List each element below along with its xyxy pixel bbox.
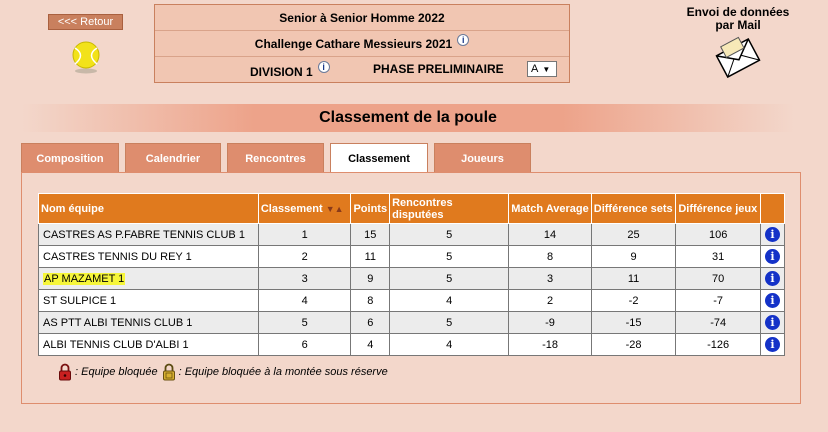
points-cell: 6	[351, 312, 390, 334]
points-cell: 8	[351, 290, 390, 312]
avg-cell: 14	[509, 224, 591, 246]
competition-name	[155, 31, 569, 57]
sets-cell: -2	[591, 290, 676, 312]
col-header-sets: Différence sets	[591, 194, 676, 224]
table-row	[39, 312, 785, 334]
avg-cell: -9	[509, 312, 591, 334]
avg-cell: 8	[509, 246, 591, 268]
division-label: DIVISION 1 i	[250, 65, 330, 79]
rank-cell: 4	[258, 290, 351, 312]
team-name: CASTRES AS P.FABRE TENNIS CLUB 1	[39, 224, 259, 246]
gold-lock-icon	[162, 363, 176, 381]
division-phase-row	[155, 57, 569, 83]
highlighted-team: AP MAZAMET 1	[44, 272, 125, 285]
games-cell: -7	[676, 290, 761, 312]
team-name: ST SULPICE 1	[39, 290, 259, 312]
rank-cell: 5	[258, 312, 351, 334]
team-name: AS PTT ALBI TENNIS CLUB 1	[39, 312, 259, 334]
table-row	[39, 268, 785, 290]
avg-cell: 2	[509, 290, 591, 312]
info-cell	[760, 224, 784, 246]
games-cell: 106	[676, 224, 761, 246]
team-name	[39, 268, 259, 290]
info-icon[interactable]: i	[765, 227, 780, 242]
team-name: ALBI TENNIS CLUB D'ALBI 1	[39, 334, 259, 356]
classement-panel	[21, 172, 801, 404]
played-cell: 5	[390, 224, 509, 246]
phase-label: PHASE PRELIMINAIRE	[373, 62, 504, 76]
competition-name-text: Challenge Cathare Messieurs 2021	[254, 36, 453, 51]
tab-rencontres[interactable]: Rencontres	[227, 143, 324, 173]
category-text: Senior à Senior Homme 2022	[279, 10, 445, 25]
games-cell: 31	[676, 246, 761, 268]
points-cell: 4	[351, 334, 390, 356]
games-cell: 70	[676, 268, 761, 290]
games-cell: -74	[676, 312, 761, 334]
standings-table	[38, 193, 785, 356]
competition-header	[154, 4, 570, 83]
col-header-points: Points	[351, 194, 390, 224]
played-cell: 5	[390, 312, 509, 334]
table-row	[39, 224, 785, 246]
tab-classement[interactable]: Classement	[330, 143, 428, 174]
points-cell: 11	[351, 246, 390, 268]
table-row	[39, 334, 785, 356]
col-header-info	[760, 194, 784, 224]
team-name: CASTRES TENNIS DU REY 1	[39, 246, 259, 268]
info-icon[interactable]: i	[765, 249, 780, 264]
played-cell: 5	[390, 268, 509, 290]
played-cell: 5	[390, 246, 509, 268]
played-cell: 4	[390, 290, 509, 312]
avg-cell: 3	[509, 268, 591, 290]
points-cell: 9	[351, 268, 390, 290]
col-header-avg: Match Average	[509, 194, 591, 224]
col-header-games: Différence jeux	[676, 194, 761, 224]
tab-calendrier[interactable]: Calendrier	[125, 143, 221, 173]
col-header-played: Rencontres disputées	[390, 194, 509, 224]
chevron-down-icon: ▼	[542, 64, 551, 74]
sort-arrows-icon[interactable]: ▼▲	[325, 203, 344, 214]
sets-cell: -28	[591, 334, 676, 356]
envelope-icon[interactable]	[714, 36, 762, 78]
info-icon[interactable]: i	[765, 271, 780, 286]
tab-composition[interactable]: Composition	[21, 143, 119, 173]
retour-button[interactable]: <<< Retour	[48, 14, 123, 30]
competition-category	[155, 5, 569, 31]
info-icon[interactable]: i	[765, 337, 780, 352]
avg-cell: -18	[509, 334, 591, 356]
legend-blocked-up: : Equipe bloquée à la montée sous réserve	[178, 366, 388, 378]
table-row	[39, 246, 785, 268]
division-info-icon[interactable]: i	[318, 61, 330, 73]
info-icon[interactable]: i	[765, 315, 780, 330]
info-icon[interactable]: i	[457, 34, 469, 46]
lock-legend	[58, 363, 388, 381]
tennis-ball-icon	[72, 40, 100, 74]
rank-cell: 2	[258, 246, 351, 268]
phase-select[interactable]: A ▼	[527, 61, 557, 77]
played-cell: 4	[390, 334, 509, 356]
rank-cell: 6	[258, 334, 351, 356]
sets-cell: 11	[591, 268, 676, 290]
legend-blocked: : Equipe bloquée	[75, 366, 158, 378]
col-header-name: Nom équipe	[39, 194, 259, 224]
tab-joueurs[interactable]: Joueurs	[434, 143, 531, 173]
games-cell: -126	[676, 334, 761, 356]
rank-cell: 1	[258, 224, 351, 246]
info-cell	[760, 268, 784, 290]
page-title: Classement de la poule	[22, 104, 794, 132]
mail-export-label: Envoi de données par Mail	[686, 5, 790, 32]
info-cell	[760, 334, 784, 356]
info-cell	[760, 246, 784, 268]
sets-cell: -15	[591, 312, 676, 334]
points-cell: 15	[351, 224, 390, 246]
table-row	[39, 290, 785, 312]
info-cell	[760, 290, 784, 312]
rank-cell: 3	[258, 268, 351, 290]
sets-cell: 9	[591, 246, 676, 268]
col-header-rank[interactable]: Classement ▼▲	[258, 194, 351, 224]
red-lock-icon	[58, 363, 72, 381]
info-icon[interactable]: i	[765, 293, 780, 308]
info-cell	[760, 312, 784, 334]
sets-cell: 25	[591, 224, 676, 246]
